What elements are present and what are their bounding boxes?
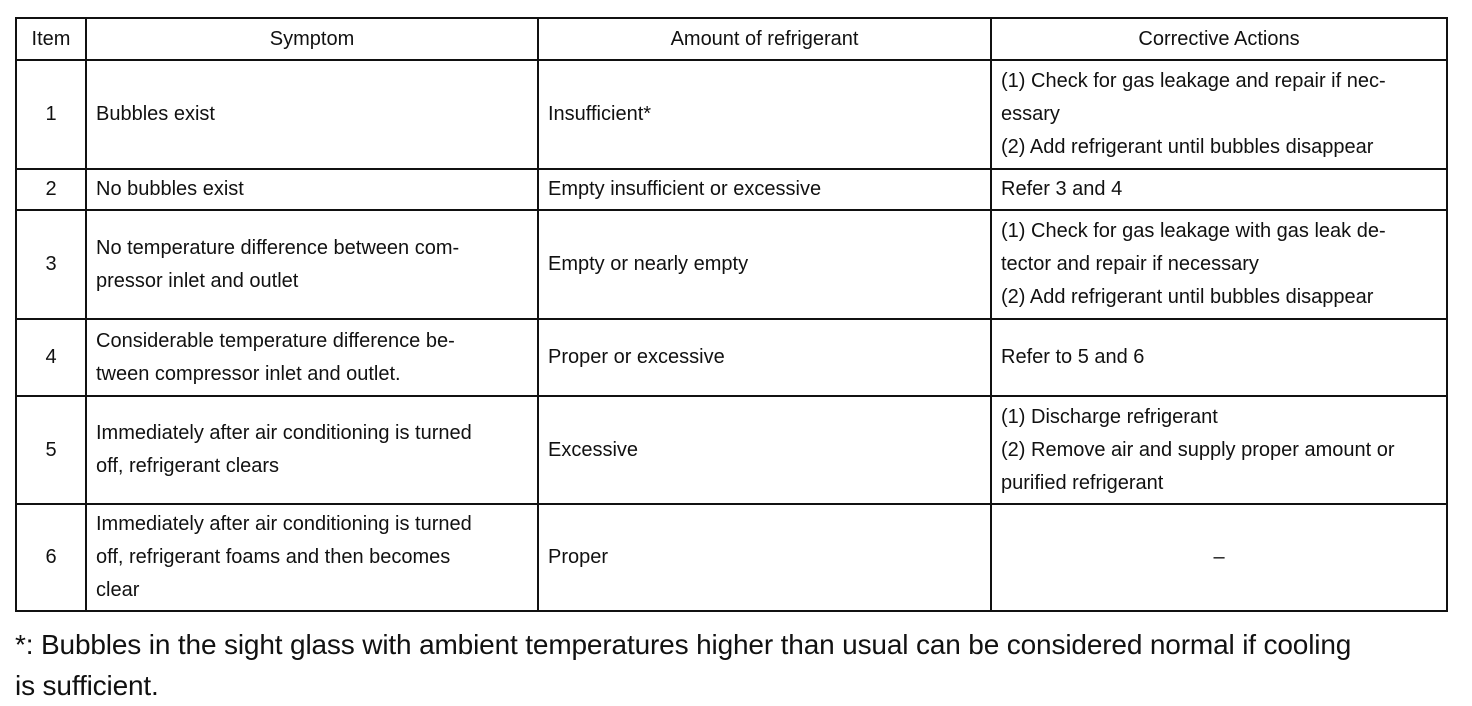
- actions-cell: [991, 210, 1447, 319]
- action-line: Refer to 5 and 6: [1001, 346, 1145, 368]
- symptom-cell: [86, 169, 538, 210]
- amount-cell: Insufficient*: [538, 60, 991, 169]
- item-number-cell: 4: [16, 319, 86, 396]
- action-line: (2) Remove air and supply proper amount or: [1001, 438, 1395, 461]
- symptom-line: tween compressor inlet and outlet.: [96, 362, 401, 385]
- actions-cell: [991, 396, 1447, 504]
- symptom-line: No bubbles exist: [96, 178, 244, 200]
- table-row: [16, 319, 1447, 396]
- actions-cell: [991, 319, 1447, 396]
- table-row: [16, 60, 1447, 169]
- action-line: (2) Add refrigerant until bubbles disappear: [1001, 286, 1374, 308]
- item-number-cell: 1: [16, 60, 86, 169]
- actions-cell: [991, 504, 1447, 611]
- amount-cell: Proper or excessive: [538, 319, 991, 396]
- item-number-cell: 2: [16, 169, 86, 210]
- footnote-line: is sufficient.: [15, 670, 159, 701]
- footnote: [15, 624, 1455, 706]
- table-row: [16, 169, 1447, 210]
- action-line: (2) Add refrigerant until bubbles disappear: [1001, 136, 1374, 158]
- amount-cell: Empty insufficient or excessive: [538, 169, 991, 210]
- item-number-cell: 5: [16, 396, 86, 504]
- symptom-cell: [86, 319, 538, 396]
- item-number-cell: 3: [16, 210, 86, 319]
- symptom-cell: [86, 210, 538, 319]
- symptom-line: Considerable temperature difference be-: [96, 329, 455, 352]
- table-row: [16, 396, 1447, 504]
- action-line: Refer 3 and 4: [1001, 178, 1123, 200]
- action-line: essary: [1001, 103, 1060, 125]
- action-line: (1) Check for gas leakage and repair if nec-: [1001, 70, 1386, 92]
- action-line: (1) Discharge refrigerant: [1001, 405, 1218, 428]
- symptom-cell: [86, 504, 538, 611]
- amount-cell: Excessive: [538, 396, 991, 504]
- footnote-line: *: Bubbles in the sight glass with ambient temperatures higher than usual can be considered normal if cooling: [15, 629, 1352, 660]
- actions-cell: [991, 60, 1447, 169]
- header-symptom: Symptom: [86, 18, 538, 60]
- symptom-line: No temperature difference between com-: [96, 236, 460, 259]
- symptom-line: Immediately after air conditioning is turned: [96, 422, 472, 444]
- action-line: (1) Check for gas leakage with gas leak de-: [1001, 220, 1386, 242]
- header-item: Item: [16, 18, 86, 60]
- symptom-line: pressor inlet and outlet: [96, 269, 299, 292]
- header-row: [16, 18, 1447, 60]
- table-row: [16, 210, 1447, 319]
- symptom-line: Bubbles exist: [96, 103, 215, 125]
- item-number-cell: 6: [16, 504, 86, 611]
- amount-cell: Proper: [538, 504, 991, 611]
- table-row: [16, 504, 1447, 611]
- refrigerant-troubleshooting-table: [15, 17, 1448, 612]
- action-line: tector and repair if necessary: [1001, 253, 1259, 275]
- symptom-line: Immediately after air conditioning is turned: [96, 513, 472, 535]
- symptom-cell: [86, 396, 538, 504]
- symptom-line: off, refrigerant clears: [96, 455, 280, 477]
- header-actions: Corrective Actions: [991, 18, 1447, 60]
- symptom-line: off, refrigerant foams and then becomes: [96, 546, 451, 568]
- amount-cell: Empty or nearly empty: [538, 210, 991, 319]
- symptom-cell: [86, 60, 538, 169]
- actions-cell: [991, 169, 1447, 210]
- action-line: –: [1213, 546, 1225, 568]
- action-line: purified refrigerant: [1001, 471, 1164, 494]
- symptom-line: clear: [96, 579, 140, 601]
- header-amount: Amount of refrigerant: [538, 18, 991, 60]
